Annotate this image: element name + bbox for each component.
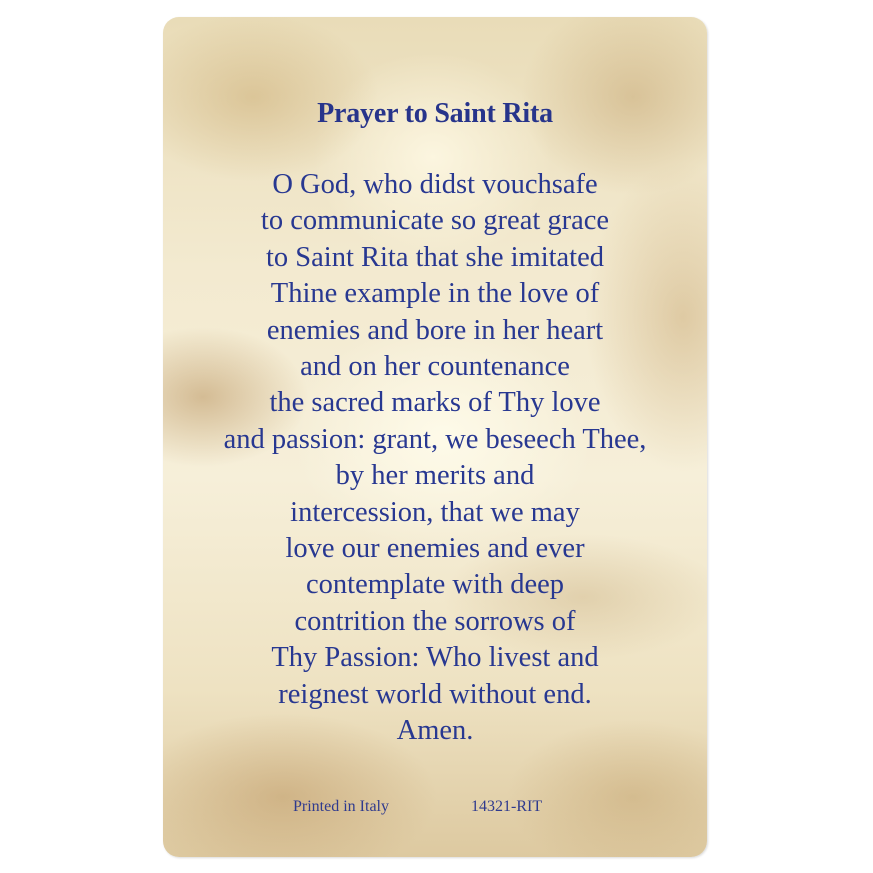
prayer-line: love our enemies and ever — [285, 533, 585, 565]
prayer-line: Thine example in the love of — [270, 278, 600, 310]
prayer-line: to communicate so great grace — [260, 205, 610, 237]
prayer-line: contemplate with deep — [306, 569, 564, 601]
prayer-line: and on her countenance — [300, 351, 570, 383]
printed-in-label: Printed in Italy — [293, 798, 389, 815]
prayer-line: intercession, that we may — [290, 496, 580, 528]
prayer-line: Thy Passion: Who livest and — [271, 642, 599, 674]
prayer-line: O God, who didst vouchsafe — [272, 169, 598, 200]
prayer-line: and passion: grant, we beseech Thee, — [223, 423, 647, 455]
prayer-line: enemies and bore in her heart — [266, 314, 604, 346]
prayer-title: Prayer to Saint Rita — [317, 98, 553, 129]
prayer-line: by her merits and — [335, 460, 535, 492]
prayer-card — [163, 17, 707, 857]
prayer-line: the sacred marks of Thy love — [269, 387, 601, 419]
prayer-line: to Saint Rita that she imitated — [266, 241, 604, 273]
product-code: 14321-RIT — [471, 798, 543, 815]
prayer-text — [163, 167, 707, 750]
prayer-line: Amen. — [396, 715, 474, 747]
prayer-line: contrition the sorrows of — [294, 605, 576, 637]
prayer-line: reignest world without end. — [278, 678, 592, 710]
